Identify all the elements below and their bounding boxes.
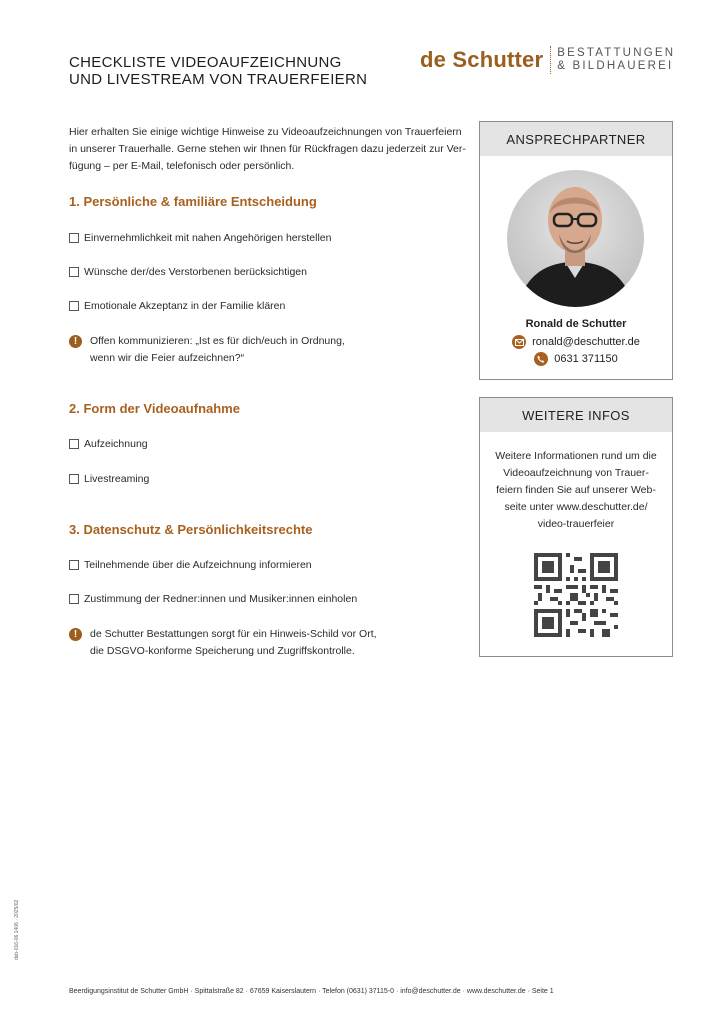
hint-line: wenn wir die Feier aufzeichnen?“ xyxy=(90,352,245,364)
checklist-item-label: Livestreaming xyxy=(84,473,150,485)
logo-name: de Schutter xyxy=(420,47,544,72)
phone-icon xyxy=(534,352,548,366)
contact-card xyxy=(479,121,673,380)
logo-subtitle xyxy=(557,47,675,73)
info-line: video-trauerfeier xyxy=(537,518,615,530)
title-line-2: UND LIVESTREAM VON TRAUERFEIERN xyxy=(69,71,368,88)
document-code: dsb-016-06 1406 · 2025/02 xyxy=(14,899,20,960)
hint-line: Offen kommunizieren: „Ist es für dich/euch in Ordnung, xyxy=(90,335,345,347)
info-card xyxy=(479,397,673,657)
hint-note xyxy=(69,626,377,660)
info-line: Videoaufzeichnung von Trauer- xyxy=(503,467,649,479)
logo-divider xyxy=(550,46,551,74)
checklist-item-label: Einvernehmlichkeit mit nahen Angehörigen herstellen xyxy=(84,232,332,244)
contact-phone-text[interactable]: 0631 371150 xyxy=(554,353,618,365)
hint-line: die DSGVO-konforme Speicherung und Zugriffskontrolle. xyxy=(90,645,355,657)
contact-email-text[interactable]: ronald@deschutter.de xyxy=(532,336,640,348)
checklist-item[interactable] xyxy=(69,265,307,279)
intro-line: in unserer Trauerhalle. Gerne stehen wir Ihnen für Rückfragen dazu jederzeit zur Ver- xyxy=(69,143,466,155)
checklist-item[interactable] xyxy=(69,231,331,245)
checklist-item-label: Zustimmung der Redner:innen und Musiker:innen einholen xyxy=(84,593,358,605)
intro-line: Hier erhalten Sie einige wichtige Hinweise zu Videoaufzeichnungen von Trauerfeiern xyxy=(69,126,462,138)
checklist-item-label: Teilnehmende über die Aufzeichnung informieren xyxy=(84,559,312,571)
checklist-item-label: Wünsche der/des Verstorbenen berücksichtigen xyxy=(84,266,307,278)
intro-line: fügung – per E-Mail, telefonisch oder persönlich. xyxy=(69,160,295,172)
checklist-item[interactable] xyxy=(69,558,312,572)
document-title xyxy=(69,54,367,88)
contact-portrait xyxy=(507,170,644,307)
checkbox[interactable] xyxy=(69,439,79,449)
info-card-heading: WEITERE INFOS xyxy=(480,398,672,432)
logo-subtitle-line-1: BESTATTUNGEN xyxy=(557,47,676,59)
company-logo xyxy=(420,46,675,74)
exclamation-icon: ! xyxy=(69,628,82,641)
info-text xyxy=(490,448,662,533)
info-line: seite unter www.deschutter.de/ xyxy=(504,501,648,513)
intro-paragraph xyxy=(69,124,467,175)
checklist-item-label: Aufzeichnung xyxy=(84,438,148,450)
contact-email[interactable] xyxy=(480,335,672,349)
checkbox[interactable] xyxy=(69,301,79,311)
checkbox[interactable] xyxy=(69,474,79,484)
mail-icon xyxy=(512,335,526,349)
checklist-item[interactable] xyxy=(69,472,149,486)
checkbox[interactable] xyxy=(69,594,79,604)
checkbox[interactable] xyxy=(69,267,79,277)
footer-text: Beerdigungsinstitut de Schutter GmbH · Spittalstraße 82 · 67659 Kaiserslautern · Telefon (0631) 37115-0 · info@deschutter.de · www.deschutter.de · Seite 1 xyxy=(69,988,554,995)
checklist-item-label: Emotionale Akzeptanz in der Familie klären xyxy=(84,300,286,312)
info-line: Weitere Informationen rund um die xyxy=(495,450,657,462)
hint-text xyxy=(90,333,345,367)
checkbox[interactable] xyxy=(69,233,79,243)
hint-line: de Schutter Bestattungen sorgt für ein Hinweis-Schild vor Ort, xyxy=(90,628,377,640)
portrait-illustration xyxy=(507,170,644,307)
title-line-1: CHECKLISTE VIDEOAUFZEICHNUNG xyxy=(69,54,342,71)
section-title-privacy: 3. Datenschutz & Persönlichkeitsrechte xyxy=(69,522,313,537)
checklist-item[interactable] xyxy=(69,299,285,313)
hint-text xyxy=(90,626,377,660)
contact-phone[interactable] xyxy=(480,352,672,366)
checklist-item[interactable] xyxy=(69,592,357,606)
contact-card-heading: ANSPRECHPARTNER xyxy=(480,122,672,156)
section-title-recording-form: 2. Form der Videoaufnahme xyxy=(69,401,240,416)
hint-note xyxy=(69,333,345,367)
section-title-decision: 1. Persönliche & familiäre Entscheidung xyxy=(69,194,317,209)
checklist-item[interactable] xyxy=(69,437,148,451)
logo-subtitle-line-2: & BILDHAUEREI xyxy=(557,60,674,72)
contact-name: Ronald de Schutter xyxy=(525,318,627,330)
info-line: feiern finden Sie auf unserer Web- xyxy=(496,484,656,496)
qr-code[interactable] xyxy=(534,553,618,637)
checkbox[interactable] xyxy=(69,560,79,570)
exclamation-icon: ! xyxy=(69,335,82,348)
